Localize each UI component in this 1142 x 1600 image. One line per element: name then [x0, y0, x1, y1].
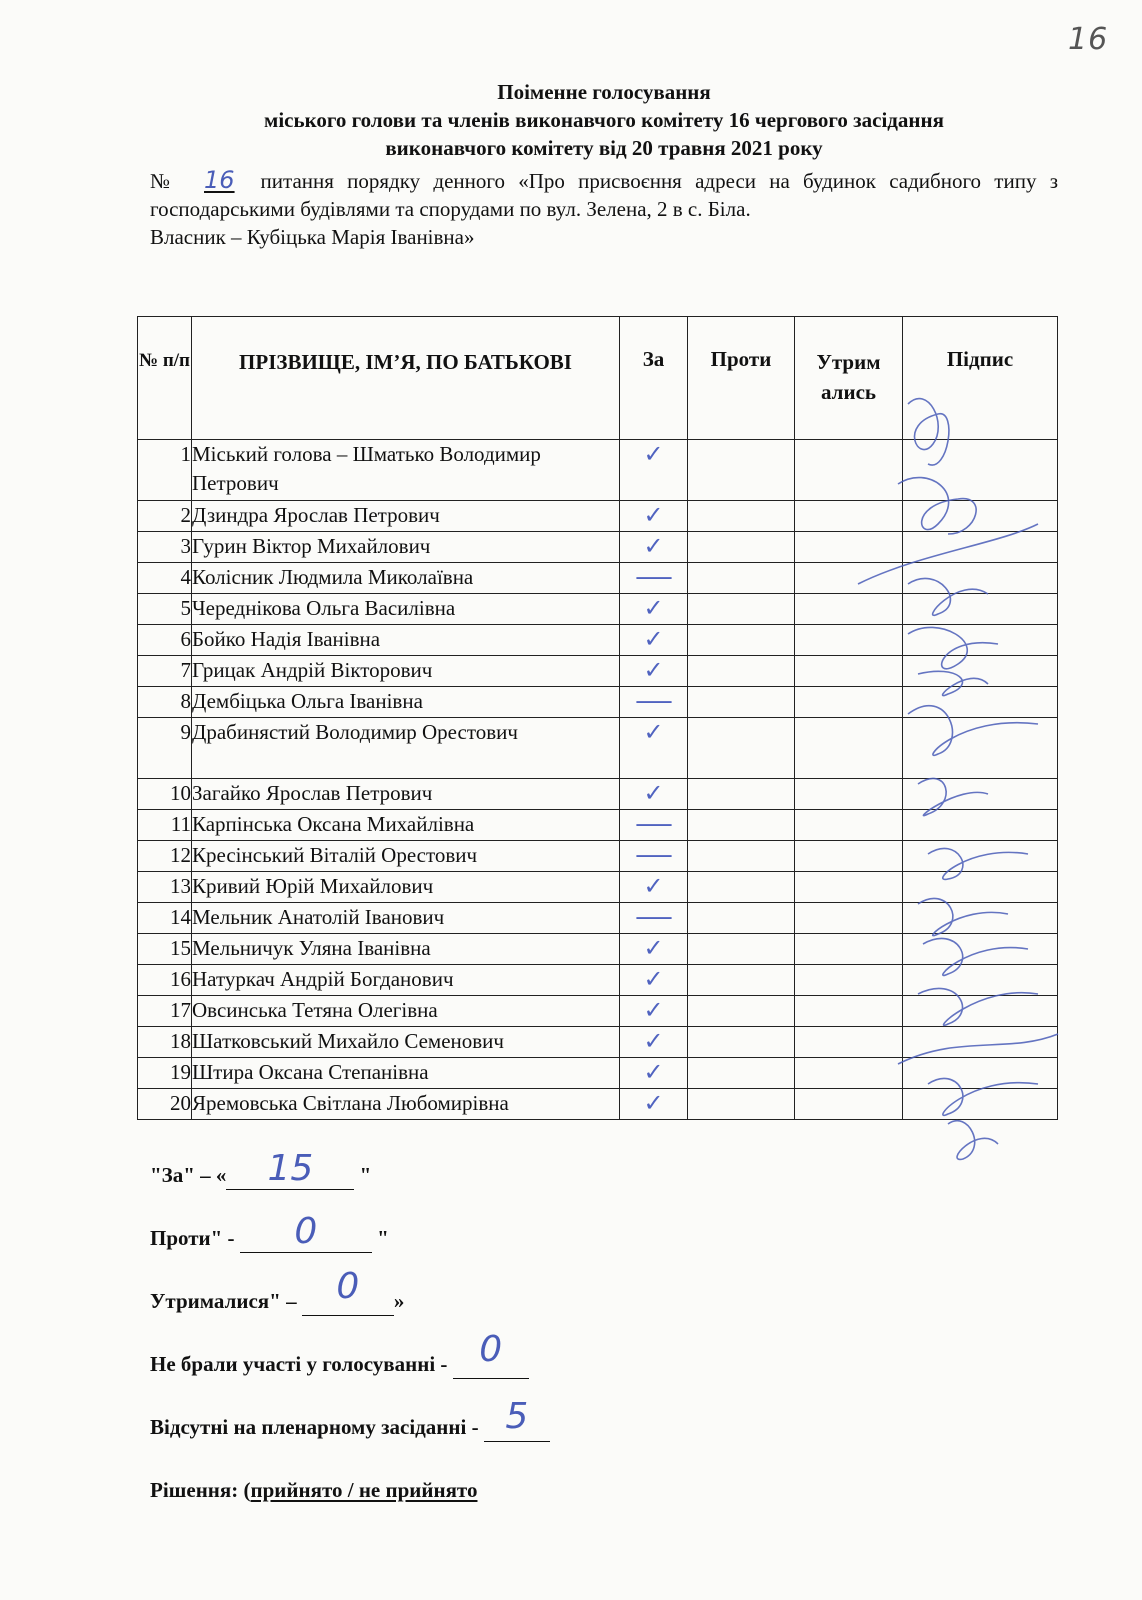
row-signature: [903, 872, 1058, 903]
row-number: 7: [138, 656, 192, 687]
table-row: [138, 656, 1058, 687]
row-vote-against: [688, 563, 795, 594]
row-number: 8: [138, 687, 192, 718]
row-number: 6: [138, 625, 192, 656]
row-vote-against: [688, 532, 795, 563]
row-number: 3: [138, 532, 192, 563]
result-for: "За" – « 15 ": [150, 1148, 372, 1189]
row-vote-abstained: [795, 903, 903, 934]
row-vote-for: [620, 687, 688, 718]
row-signature: [903, 841, 1058, 872]
row-name: Кресінський Віталій Орестович: [192, 841, 620, 872]
row-signature: [903, 501, 1058, 532]
result-against: Проти" - 0 ": [150, 1211, 389, 1252]
row-signature: [903, 965, 1058, 996]
page-number: 16: [1068, 22, 1109, 57]
row-vote-for: [620, 1027, 688, 1058]
dash-mark: —: [634, 902, 673, 932]
row-vote-abstained: [795, 501, 903, 532]
result-not-participated: Не брали участі у голосуванні - 0: [150, 1349, 950, 1412]
row-vote-for: [620, 1089, 688, 1120]
table-row: [138, 1089, 1058, 1120]
row-vote-abstained: [795, 779, 903, 810]
row-vote-abstained: [795, 810, 903, 841]
owner-line: Власник – Кубіцька Марія Іванівна»: [150, 225, 475, 249]
number-sign: №: [150, 169, 179, 193]
row-number: 19: [138, 1058, 192, 1089]
row-number: 11: [138, 810, 192, 841]
row-signature: [903, 1058, 1058, 1089]
row-vote-abstained: [795, 440, 903, 501]
row-vote-against: [688, 656, 795, 687]
check-mark: ✓: [643, 1058, 664, 1086]
title-line-3: виконавчого комітету від 20 травня 2021 року: [385, 136, 823, 160]
row-vote-abstained: [795, 687, 903, 718]
table-row: [138, 934, 1058, 965]
table-row: [138, 687, 1058, 718]
row-vote-for: [620, 594, 688, 625]
row-vote-against: [688, 501, 795, 532]
dash-mark: —: [634, 840, 673, 870]
agenda-item: [150, 166, 1058, 251]
row-vote-for: [620, 996, 688, 1027]
row-name: Овсинська Тетяна Олегівна: [192, 996, 620, 1027]
check-mark: ✓: [643, 779, 664, 807]
row-vote-against: [688, 718, 795, 779]
row-vote-for: [620, 718, 688, 779]
row-vote-abstained: [795, 841, 903, 872]
decision-line: [150, 1475, 950, 1538]
row-vote-abstained: [795, 656, 903, 687]
check-mark: ✓: [643, 656, 664, 684]
header-against: Проти: [688, 317, 795, 440]
row-number: 14: [138, 903, 192, 934]
row-signature: [903, 1089, 1058, 1120]
row-signature: [903, 656, 1058, 687]
agenda-item-text: питання порядку денного «Про присвоєння адреси на будинок садибного типу з господарськими будівлями та спорудами по вул. Зелена, 2 в с. Біла.: [150, 169, 1058, 221]
check-mark: ✓: [643, 965, 664, 993]
row-vote-against: [688, 934, 795, 965]
row-vote-abstained: [795, 934, 903, 965]
row-number: 4: [138, 563, 192, 594]
row-number: 5: [138, 594, 192, 625]
row-vote-against: [688, 1027, 795, 1058]
row-name: Штира Оксана Степанівна: [192, 1058, 620, 1089]
row-signature: [903, 1027, 1058, 1058]
row-name: Карпінська Оксана Михайлівна: [192, 810, 620, 841]
table-row: [138, 1058, 1058, 1089]
result-against-value: 0: [294, 1211, 318, 1252]
row-name: Драбинястий Володимир Орестович: [192, 718, 620, 779]
document-title: [150, 78, 1058, 162]
title-line-1: Поіменне голосування: [497, 80, 711, 104]
row-vote-against: [688, 687, 795, 718]
row-signature: [903, 810, 1058, 841]
header-abstained: Утрим ались: [795, 317, 903, 440]
check-mark: ✓: [643, 872, 664, 900]
row-name: Мельник Анатолій Іванович: [192, 903, 620, 934]
decision-text: Рішення: (прийнято / не прийнято: [150, 1478, 478, 1502]
row-number: 15: [138, 934, 192, 965]
check-mark: ✓: [643, 625, 664, 653]
row-number: 12: [138, 841, 192, 872]
table-row: [138, 501, 1058, 532]
row-number: 18: [138, 1027, 192, 1058]
table-row: [138, 440, 1058, 501]
result-absent-value: 5: [505, 1396, 529, 1437]
row-signature: [903, 996, 1058, 1027]
row-number: 20: [138, 1089, 192, 1120]
header-name: ПРІЗВИЩЕ, ІМ’Я, ПО БАТЬКОВІ: [192, 317, 620, 440]
check-mark: ✓: [643, 996, 664, 1024]
row-vote-for: [620, 965, 688, 996]
row-vote-abstained: [795, 1027, 903, 1058]
row-name: Шатковський Михайло Семенович: [192, 1027, 620, 1058]
header-number: № п/п: [138, 317, 192, 440]
row-vote-for: [620, 810, 688, 841]
row-number: 10: [138, 779, 192, 810]
row-name: Міський голова – Шматько Володимир Петрович: [192, 440, 620, 501]
dash-mark: —: [634, 809, 673, 839]
row-vote-abstained: [795, 625, 903, 656]
row-vote-against: [688, 810, 795, 841]
table-row: [138, 903, 1058, 934]
row-name: Гурин Віктор Михайлович: [192, 532, 620, 563]
row-vote-for: [620, 779, 688, 810]
dash-mark: —: [634, 686, 673, 716]
row-signature: [903, 563, 1058, 594]
row-vote-abstained: [795, 594, 903, 625]
row-number: 9: [138, 718, 192, 779]
row-vote-for: [620, 563, 688, 594]
row-signature: [903, 625, 1058, 656]
row-number: 2: [138, 501, 192, 532]
check-mark: ✓: [643, 718, 664, 746]
check-mark: ✓: [643, 501, 664, 529]
row-vote-for: [620, 903, 688, 934]
table-row: [138, 841, 1058, 872]
row-vote-against: [688, 594, 795, 625]
result-abstained: Утрималися" – 0 »: [150, 1286, 950, 1349]
row-vote-against: [688, 625, 795, 656]
row-vote-abstained: [795, 996, 903, 1027]
result-not-participated-value: 0: [479, 1329, 503, 1370]
check-mark: ✓: [643, 934, 664, 962]
check-mark: ✓: [643, 532, 664, 560]
check-mark: ✓: [643, 1089, 664, 1117]
row-signature: [903, 532, 1058, 563]
row-vote-abstained: [795, 965, 903, 996]
row-vote-for: [620, 440, 688, 501]
row-signature: [903, 779, 1058, 810]
title-line-2: міського голови та членів виконавчого комітету 16 чергового засідання: [264, 108, 944, 132]
row-name: Натуркач Андрій Богданович: [192, 965, 620, 996]
result-for-value: 15: [267, 1148, 314, 1189]
row-vote-against: [688, 903, 795, 934]
table-row: [138, 563, 1058, 594]
row-name: Дембіцька Ольга Іванівна: [192, 687, 620, 718]
header-for: За: [620, 317, 688, 440]
row-name: Яремовська Світлана Любомирівна: [192, 1089, 620, 1120]
row-vote-for: [620, 1058, 688, 1089]
table-row: [138, 810, 1058, 841]
row-vote-against: [688, 1058, 795, 1089]
row-number: 1: [138, 440, 192, 501]
row-signature: [903, 934, 1058, 965]
row-vote-against: [688, 779, 795, 810]
dash-mark: —: [634, 562, 673, 592]
row-signature: [903, 903, 1058, 934]
row-vote-for: [620, 656, 688, 687]
row-name: Череднікова Ольга Василівна: [192, 594, 620, 625]
vote-results: [150, 1148, 950, 1538]
row-vote-for: [620, 625, 688, 656]
row-vote-against: [688, 872, 795, 903]
row-name: Кривий Юрій Михайлович: [192, 872, 620, 903]
row-signature: [903, 440, 1058, 501]
row-vote-against: [688, 841, 795, 872]
row-vote-for: [620, 872, 688, 903]
table-row: [138, 872, 1058, 903]
row-vote-abstained: [795, 563, 903, 594]
row-vote-against: [688, 965, 795, 996]
row-vote-abstained: [795, 532, 903, 563]
item-number-handwritten: 16: [204, 166, 235, 194]
row-name: Бойко Надія Іванівна: [192, 625, 620, 656]
row-number: 16: [138, 965, 192, 996]
row-vote-against: [688, 996, 795, 1027]
row-number: 13: [138, 872, 192, 903]
row-vote-against: [688, 440, 795, 501]
row-name: Загайко Ярослав Петрович: [192, 779, 620, 810]
row-name: Мельничук Уляна Іванівна: [192, 934, 620, 965]
row-signature: [903, 594, 1058, 625]
table-header-row: [138, 317, 1058, 440]
row-name: Грицак Андрій Вікторович: [192, 656, 620, 687]
row-signature: [903, 687, 1058, 718]
row-name: Колісник Людмила Миколаївна: [192, 563, 620, 594]
row-name: Дзиндра Ярослав Петрович: [192, 501, 620, 532]
table-row: [138, 625, 1058, 656]
row-vote-abstained: [795, 872, 903, 903]
row-vote-abstained: [795, 1089, 903, 1120]
result-abstained-value: 0: [336, 1266, 360, 1307]
table-row: [138, 1027, 1058, 1058]
row-signature: [903, 718, 1058, 779]
table-row: [138, 532, 1058, 563]
table-row: [138, 718, 1058, 779]
header-signature: Підпис: [903, 317, 1058, 440]
result-absent: Відсутні на пленарному засіданні - 5: [150, 1412, 950, 1475]
table-row: [138, 779, 1058, 810]
row-vote-abstained: [795, 718, 903, 779]
check-mark: ✓: [643, 440, 664, 468]
row-vote-abstained: [795, 1058, 903, 1089]
row-vote-against: [688, 1089, 795, 1120]
table-row: [138, 594, 1058, 625]
row-number: 17: [138, 996, 192, 1027]
row-vote-for: [620, 532, 688, 563]
table-row: [138, 965, 1058, 996]
row-vote-for: [620, 934, 688, 965]
table-row: [138, 996, 1058, 1027]
voting-table: [137, 316, 1058, 1120]
row-vote-for: [620, 841, 688, 872]
check-mark: ✓: [643, 594, 664, 622]
row-vote-for: [620, 501, 688, 532]
check-mark: ✓: [643, 1027, 664, 1055]
